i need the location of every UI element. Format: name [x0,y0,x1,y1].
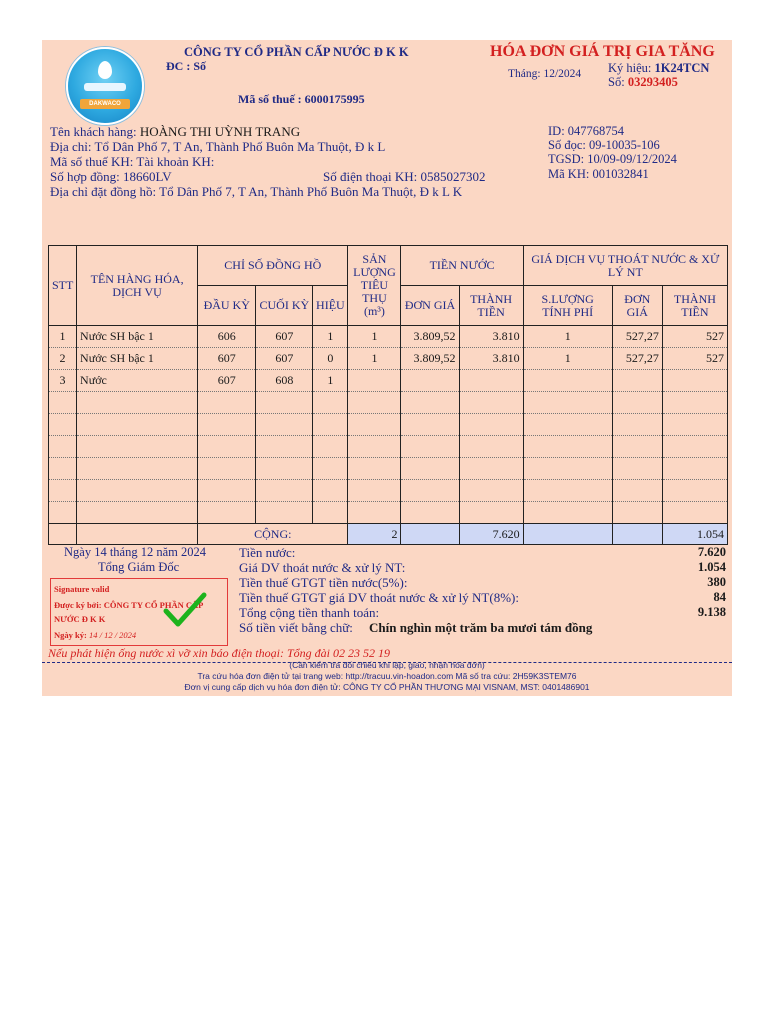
invoice-symbol: Ký hiệu: 1K24TCN [608,61,710,75]
logo-text: DAKWACO [80,99,130,109]
invoice [42,40,732,696]
leak-notice: Nếu phát hiện ống nước xì vỡ xin báo điện thoại: Tổng đài 02 23 52 19 [48,646,390,660]
empty-row [49,480,728,502]
header-diff: HIỆU [313,286,348,326]
meter-address: Địa chỉ đặt đồng hồ: Tổ Dân Phố 7, T An, Thành Phố Buôn Ma Thuột, Đ k L K [50,184,463,199]
checkmark-icon [163,591,207,629]
header-d-unit-price: ĐƠN GIÁ [612,286,662,326]
header-charge-qty: S.LƯỢNG TÍNH PHÍ [523,286,612,326]
empty-row [49,458,728,480]
company-address: ĐC : Số [166,59,207,73]
summary-words-value: Chín nghìn một trăm ba mươi tám đồng [369,620,593,635]
summary-total-value: 9.138 [697,605,726,619]
sign-date: Ngày 14 tháng 12 năm 2024 [64,545,206,559]
signer-title: Tổng Giám Đốc [98,560,180,574]
company-tax-code: Mã số thuế : 6000175995 [238,92,365,106]
invoice-number: Số: 03293405 [608,75,678,89]
total-row [49,524,728,545]
summary-drainage-value: 1.054 [697,560,726,574]
header-unit-price: ĐƠN GIÁ [401,286,459,326]
sign-date-line: Ngày ký: 14 / 12 / 2024 [54,630,137,640]
contract-number: Số hợp đồng: 18660LV [50,169,172,184]
header-d-amount: THÀNH TIỀN [662,286,727,326]
summary-vat-drainage-label: Tiền thuế GTGT giá DV thoát nước & xử lý NT(8%): [239,590,519,605]
customer-tax: Mã số thuế KH: Tài khoản KH: [50,154,215,169]
header-water-fee: TIỀN NƯỚC [401,246,523,286]
customer-address: Địa chỉ: Tổ Dân Phố 7, T An, Thành Phố Buôn Ma Thuột, Đ k L [50,139,386,154]
customer-name: Tên khách hàng: HOÀNG THI UỲNH TRANG [50,124,301,139]
header-start: ĐẦU KỲ [198,286,256,326]
table-row: 1 Nước SH bậc 1 606 607 1 1 3.809,52 3.810 1 527,27 527 [49,326,728,348]
lookup-info: Tra cứu hóa đơn điện tử tại trang web: http://tracuu.vin-hoadon.com Mã số tra cứu: 2H59K3STEM76 [197,671,577,681]
company-name: CÔNG TY CỔ PHẦN CẤP NƯỚC Đ K K [184,45,409,59]
total-amount: 7.620 [459,524,523,545]
usage-period: TGSD: 10/09-09/12/2024 [548,152,677,166]
empty-row [49,502,728,524]
header-amount: THÀNH TIỀN [459,286,523,326]
signed-by-2: NƯỚC Đ K K [54,614,106,624]
digital-signature [50,578,228,646]
summary-total-label: Tổng cộng tiền thanh toán: [239,605,380,620]
header-end: CUỐI KỲ [256,286,313,326]
summary-water-label: Tiền nước: [239,545,296,560]
invoice-month: Tháng: 12/2024 [508,68,582,80]
summary-vat-water-label: Tiền thuế GTGT tiền nước(5%): [239,575,408,590]
summary-vat-drainage-value: 84 [713,590,726,604]
reading-code: Số đọc: 09-10035-106 [548,138,660,152]
total-drainage: 1.054 [662,524,727,545]
customer-code: Mã KH: 001032841 [548,167,649,181]
empty-row [49,436,728,458]
total-label: CỘNG: [198,524,348,545]
header-item: TÊN HÀNG HÓA, DỊCH VỤ [77,246,198,326]
company-logo [66,47,144,125]
summary-words-label: Số tiền viết bằng chữ: [239,620,353,635]
header-drainage: GIÁ DỊCH VỤ THOÁT NƯỚC & XỬ LÝ NT [523,246,727,286]
water-drop-icon [98,61,112,79]
total-volume: 2 [348,524,401,545]
header-stt: STT [49,246,77,326]
empty-row [49,414,728,436]
provider-info: Đơn vị cung cấp dịch vụ hóa đơn điện tử: CÔNG TY CỔ PHẦN THƯƠNG MẠI VISNAM, MST: 0401486901 [184,682,590,692]
summary-drainage-label: Giá DV thoát nước & xử lý NT: [239,560,406,575]
summary-vat-water-value: 380 [707,575,726,589]
signature-valid: Signature valid [54,584,110,594]
summary-water-value: 7.620 [697,545,726,559]
signed-by: Được ký bởi: CÔNG TY CỔ PHẦN CẤP [54,600,204,610]
empty-row [49,392,728,414]
faucet-icon [84,83,126,91]
table-row: 3 Nước 607 608 1 [49,370,728,392]
invoice-title: HÓA ĐƠN GIÁ TRỊ GIA TĂNG [490,43,715,60]
table-row: 2 Nước SH bậc 1 607 607 0 1 3.809,52 3.810 1 527,27 527 [49,348,728,370]
header-volume: SẢN LƯỢNG TIÊU THỤ (m³) [348,246,401,326]
check-note: (Cần kiểm tra đối chiếu khi lập, giao, nhận hóa đơn) [289,660,485,670]
header-meter: CHỈ SỐ ĐỒNG HỒ [198,246,348,286]
invoice-table [48,245,728,545]
customer-id: ID: 047768754 [548,124,625,138]
customer-phone: Số điện thoại KH: 0585027302 [323,169,486,184]
